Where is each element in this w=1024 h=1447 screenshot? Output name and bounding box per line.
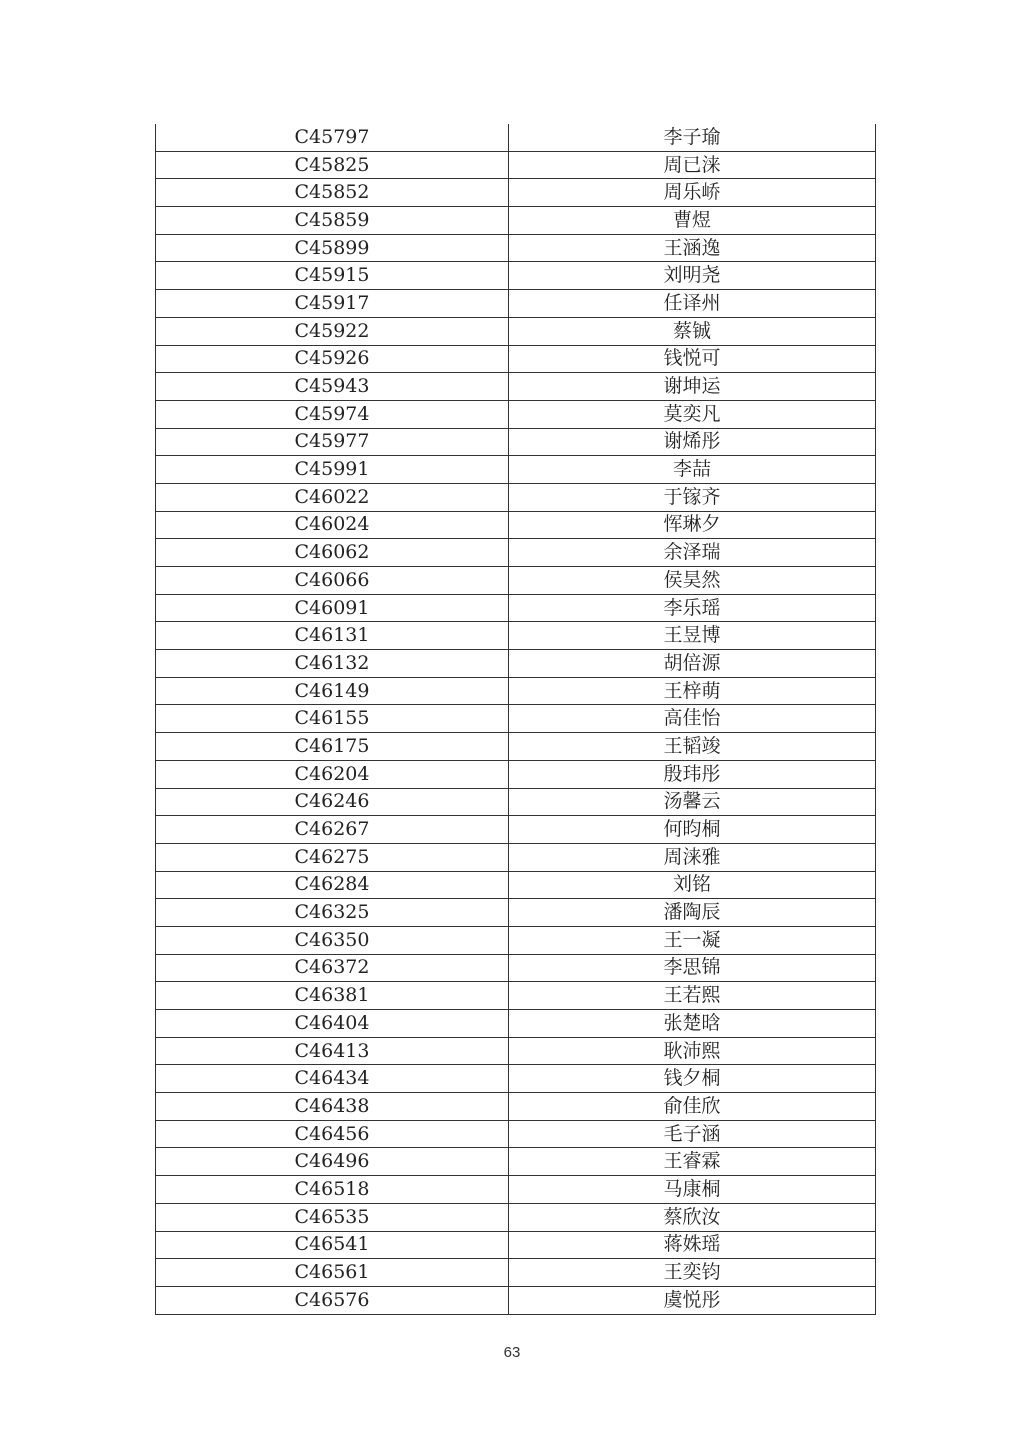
student-name-cell: 刘铭	[509, 871, 876, 899]
registration-id-cell: C46024	[156, 511, 509, 539]
table-row	[156, 677, 876, 705]
registration-id-cell: C46541	[156, 1231, 509, 1259]
registration-id-cell: C46246	[156, 788, 509, 816]
registration-id-cell: C45926	[156, 345, 509, 373]
table-row	[156, 1037, 876, 1065]
registration-id-cell: C46091	[156, 594, 509, 622]
registration-id-cell: C45915	[156, 262, 509, 290]
student-name-cell: 王梓萌	[509, 677, 876, 705]
student-name-cell: 李喆	[509, 456, 876, 484]
student-name-cell: 胡倍源	[509, 650, 876, 678]
table-row	[156, 1259, 876, 1287]
table-row	[156, 1010, 876, 1038]
table-row	[156, 567, 876, 595]
table-row	[156, 982, 876, 1010]
table-row	[156, 234, 876, 262]
table-row	[156, 317, 876, 345]
student-name-cell: 王一凝	[509, 926, 876, 954]
table-row	[156, 207, 876, 235]
registration-id-cell: C46066	[156, 567, 509, 595]
table-row	[156, 124, 876, 151]
student-name-cell: 毛子涵	[509, 1120, 876, 1148]
table-row	[156, 788, 876, 816]
table-row	[156, 151, 876, 179]
registration-id-cell: C46535	[156, 1203, 509, 1231]
student-name-cell: 蒋姝瑶	[509, 1231, 876, 1259]
table-row	[156, 954, 876, 982]
registration-id-cell: C46267	[156, 816, 509, 844]
registration-id-cell: C45974	[156, 400, 509, 428]
table-row	[156, 843, 876, 871]
student-name-cell: 殷玮彤	[509, 760, 876, 788]
student-name-cell: 高佳怡	[509, 705, 876, 733]
student-name-cell: 侯昊然	[509, 567, 876, 595]
student-name-cell: 任译州	[509, 290, 876, 318]
student-name-cell: 恽琳夕	[509, 511, 876, 539]
registration-id-cell: C45991	[156, 456, 509, 484]
registration-id-cell: C46204	[156, 760, 509, 788]
registration-id-cell: C46404	[156, 1010, 509, 1038]
table-row	[156, 760, 876, 788]
student-name-cell: 王昱博	[509, 622, 876, 650]
table-row	[156, 345, 876, 373]
student-name-cell: 蔡欣汝	[509, 1203, 876, 1231]
student-name-cell: 刘明尧	[509, 262, 876, 290]
table-row	[156, 1203, 876, 1231]
student-name-cell: 汤馨云	[509, 788, 876, 816]
registration-id-cell: C45917	[156, 290, 509, 318]
student-name-cell: 曹煜	[509, 207, 876, 235]
student-name-cell: 王若熙	[509, 982, 876, 1010]
registration-id-cell: C46325	[156, 899, 509, 927]
table-row	[156, 705, 876, 733]
table-row	[156, 373, 876, 401]
student-name-cell: 王睿霖	[509, 1148, 876, 1176]
table-row	[156, 1231, 876, 1259]
student-name-cell: 王奕钧	[509, 1259, 876, 1287]
student-name-cell: 周已涞	[509, 151, 876, 179]
registration-id-cell: C46413	[156, 1037, 509, 1065]
table-row	[156, 594, 876, 622]
student-name-cell: 周涞雅	[509, 843, 876, 871]
table-row	[156, 1065, 876, 1093]
registration-id-cell: C46132	[156, 650, 509, 678]
student-name-cell: 李乐瑶	[509, 594, 876, 622]
student-name-cell: 谢烯彤	[509, 428, 876, 456]
table-row	[156, 1148, 876, 1176]
registration-id-cell: C46350	[156, 926, 509, 954]
registration-id-cell: C46434	[156, 1065, 509, 1093]
table-row	[156, 622, 876, 650]
student-name-cell: 蔡铖	[509, 317, 876, 345]
student-name-cell: 于镓齐	[509, 483, 876, 511]
registration-id-cell: C46456	[156, 1120, 509, 1148]
student-name-cell: 莫奕凡	[509, 400, 876, 428]
registration-id-cell: C46576	[156, 1286, 509, 1314]
registration-id-cell: C46381	[156, 982, 509, 1010]
student-name-cell: 马康桐	[509, 1176, 876, 1204]
registration-id-cell: C46372	[156, 954, 509, 982]
registration-id-cell: C46062	[156, 539, 509, 567]
table-row	[156, 262, 876, 290]
table-row	[156, 511, 876, 539]
registration-id-cell: C45859	[156, 207, 509, 235]
registration-id-cell: C45899	[156, 234, 509, 262]
student-table-body	[156, 124, 876, 1314]
table-row	[156, 1093, 876, 1121]
table-row	[156, 899, 876, 927]
student-name-cell: 李子瑜	[509, 124, 876, 151]
student-name-cell: 周乐峤	[509, 179, 876, 207]
student-name-cell: 王韬竣	[509, 733, 876, 761]
table-row	[156, 816, 876, 844]
table-row	[156, 483, 876, 511]
registration-id-cell: C45852	[156, 179, 509, 207]
table-row	[156, 179, 876, 207]
registration-id-cell: C46275	[156, 843, 509, 871]
registration-id-cell: C46518	[156, 1176, 509, 1204]
table-row	[156, 926, 876, 954]
student-name-cell: 张楚晗	[509, 1010, 876, 1038]
registration-id-cell: C45922	[156, 317, 509, 345]
student-name-cell: 耿沛熙	[509, 1037, 876, 1065]
student-name-cell: 谢坤运	[509, 373, 876, 401]
student-table	[155, 124, 876, 1315]
table-row	[156, 428, 876, 456]
table-row	[156, 290, 876, 318]
table-row	[156, 539, 876, 567]
registration-id-cell: C45943	[156, 373, 509, 401]
table-row	[156, 650, 876, 678]
table-row	[156, 1176, 876, 1204]
registration-id-cell: C45977	[156, 428, 509, 456]
student-name-cell: 余泽瑞	[509, 539, 876, 567]
table-row	[156, 400, 876, 428]
table-row	[156, 456, 876, 484]
table-row	[156, 1120, 876, 1148]
page-number: 63	[503, 1344, 521, 1361]
student-name-cell: 俞佳欣	[509, 1093, 876, 1121]
student-name-cell: 王涵逸	[509, 234, 876, 262]
student-name-cell: 李思锦	[509, 954, 876, 982]
registration-id-cell: C46496	[156, 1148, 509, 1176]
student-name-cell: 何昀桐	[509, 816, 876, 844]
table-row	[156, 871, 876, 899]
registration-id-cell: C46284	[156, 871, 509, 899]
registration-id-cell: C46131	[156, 622, 509, 650]
registration-id-cell: C46561	[156, 1259, 509, 1287]
student-name-cell: 钱夕桐	[509, 1065, 876, 1093]
student-name-cell: 潘陶辰	[509, 899, 876, 927]
registration-id-cell: C46155	[156, 705, 509, 733]
student-name-cell: 虞悦彤	[509, 1286, 876, 1314]
table-row	[156, 733, 876, 761]
registration-id-cell: C45825	[156, 151, 509, 179]
registration-id-cell: C46022	[156, 483, 509, 511]
registration-id-cell: C46149	[156, 677, 509, 705]
table-row	[156, 1286, 876, 1314]
student-name-cell: 钱悦可	[509, 345, 876, 373]
registration-id-cell: C46438	[156, 1093, 509, 1121]
registration-id-cell: C46175	[156, 733, 509, 761]
registration-id-cell: C45797	[156, 124, 509, 151]
